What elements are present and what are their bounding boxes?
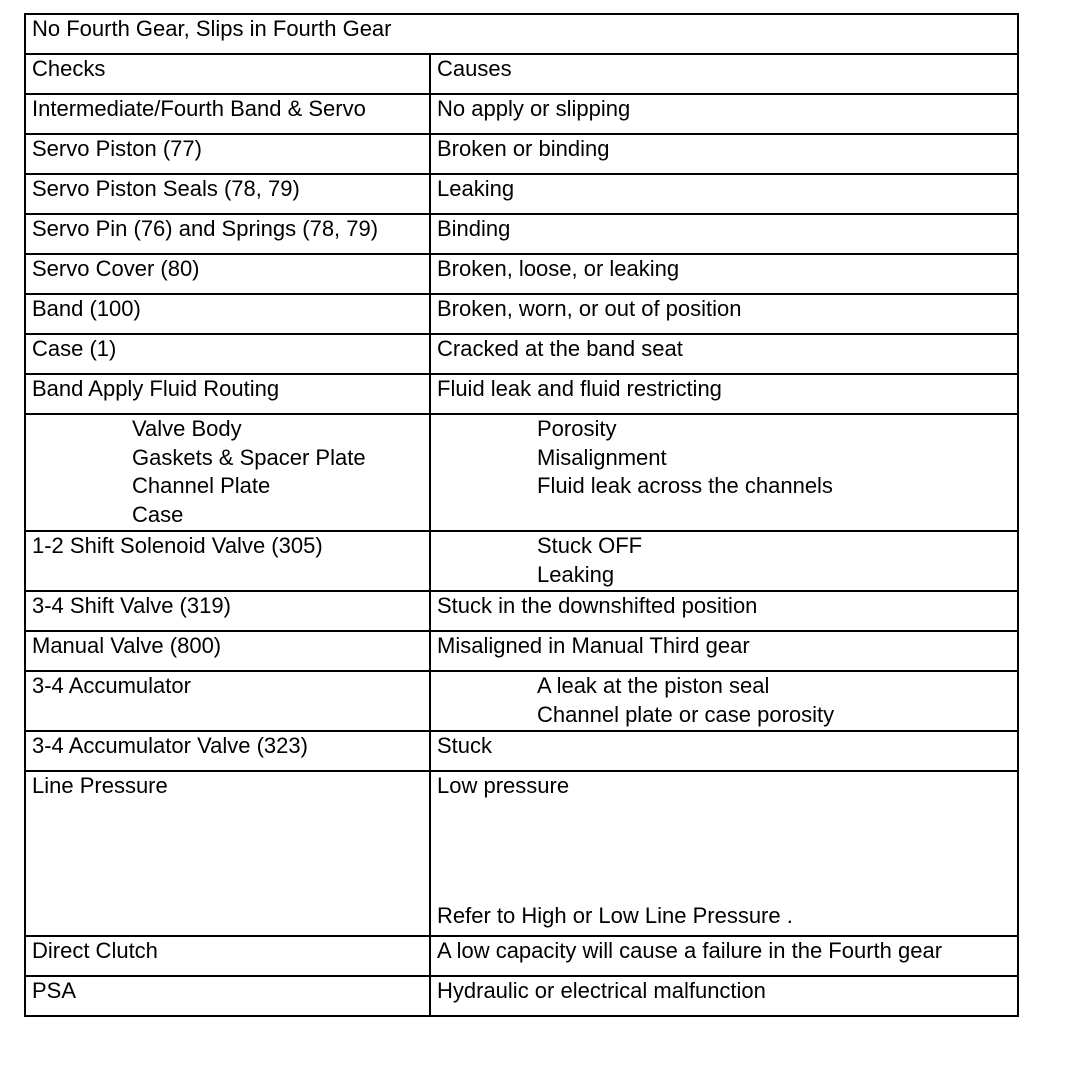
check-cell: 3-4 Accumulator Valve (323) <box>25 731 430 771</box>
cause-text: Low pressure <box>437 773 570 798</box>
check-cell: 3-4 Accumulator <box>25 671 430 731</box>
table-row <box>25 771 1018 936</box>
cause-cell <box>430 531 1018 591</box>
table-row <box>25 531 1018 591</box>
cause-cell: Hydraulic or electrical malfunction <box>430 976 1018 1016</box>
table-row <box>25 294 1018 334</box>
check-subitem: Gaskets & Spacer Plate <box>132 444 366 470</box>
cause-cell <box>430 771 1018 936</box>
check-cell: Manual Valve (800) <box>25 631 430 671</box>
table-row <box>25 94 1018 134</box>
check-cell: Servo Piston (77) <box>25 134 430 174</box>
cause-subitem: Misalignment <box>537 444 667 470</box>
cause-cell: Broken, worn, or out of position <box>430 294 1018 334</box>
table-title: No Fourth Gear, Slips in Fourth Gear <box>25 14 1018 54</box>
cause-subitem: A leak at the piston seal <box>537 673 770 698</box>
cause-cell: Stuck <box>430 731 1018 771</box>
table-row <box>25 591 1018 631</box>
cause-cell: Misaligned in Manual Third gear <box>430 631 1018 671</box>
cause-subitem: Fluid leak across the channels <box>537 473 833 498</box>
check-cell: Line Pressure <box>25 771 430 936</box>
table-row <box>25 374 1018 414</box>
table-row <box>25 174 1018 214</box>
cause-subitem: Channel plate or case porosity <box>537 701 835 727</box>
check-cell: Band (100) <box>25 294 430 334</box>
cause-cell: Broken, loose, or leaking <box>430 254 1018 294</box>
cause-cell <box>430 671 1018 731</box>
cause-subitem: Leaking <box>537 561 615 587</box>
cause-cell: Stuck in the downshifted position <box>430 591 1018 631</box>
cause-cell: No apply or slipping <box>430 94 1018 134</box>
cause-cell: Leaking <box>430 174 1018 214</box>
check-cell: 3-4 Shift Valve (319) <box>25 591 430 631</box>
check-cell: Servo Cover (80) <box>25 254 430 294</box>
check-cell <box>25 414 430 531</box>
check-cell: Servo Pin (76) and Springs (78, 79) <box>25 214 430 254</box>
table-row <box>25 214 1018 254</box>
check-subitem: Channel Plate <box>132 473 271 498</box>
table-row <box>25 671 1018 731</box>
cause-subitem: Stuck OFF <box>537 533 643 558</box>
table-row <box>25 976 1018 1016</box>
check-cell: Servo Piston Seals (78, 79) <box>25 174 430 214</box>
causes-header: Causes <box>430 54 1018 94</box>
check-cell: 1-2 Shift Solenoid Valve (305) <box>25 531 430 591</box>
table-row <box>25 731 1018 771</box>
check-cell: Case (1) <box>25 334 430 374</box>
cause-subitem: Porosity <box>537 416 617 441</box>
table-row <box>25 631 1018 671</box>
table-row <box>25 334 1018 374</box>
table-row <box>25 254 1018 294</box>
cause-cell: Cracked at the band seat <box>430 334 1018 374</box>
check-cell: Direct Clutch <box>25 936 430 976</box>
table-row <box>25 936 1018 976</box>
checks-header: Checks <box>25 54 430 94</box>
cause-cell: Broken or binding <box>430 134 1018 174</box>
cause-cell: Fluid leak and fluid restricting <box>430 374 1018 414</box>
check-cell: Band Apply Fluid Routing <box>25 374 430 414</box>
table-row <box>25 134 1018 174</box>
table-row <box>25 414 1018 531</box>
cause-cell <box>430 414 1018 531</box>
reference-text: Refer to High or Low Line Pressure . <box>437 902 793 928</box>
cause-cell: A low capacity will cause a failure in the Fourth gear <box>430 936 1018 976</box>
diagnostic-table <box>24 13 1019 1017</box>
title-row <box>25 14 1018 54</box>
check-subitem: Valve Body <box>132 416 242 441</box>
check-cell: Intermediate/Fourth Band & Servo <box>25 94 430 134</box>
check-subitem: Case <box>132 501 184 527</box>
header-row <box>25 54 1018 94</box>
cause-cell: Binding <box>430 214 1018 254</box>
check-cell: PSA <box>25 976 430 1016</box>
